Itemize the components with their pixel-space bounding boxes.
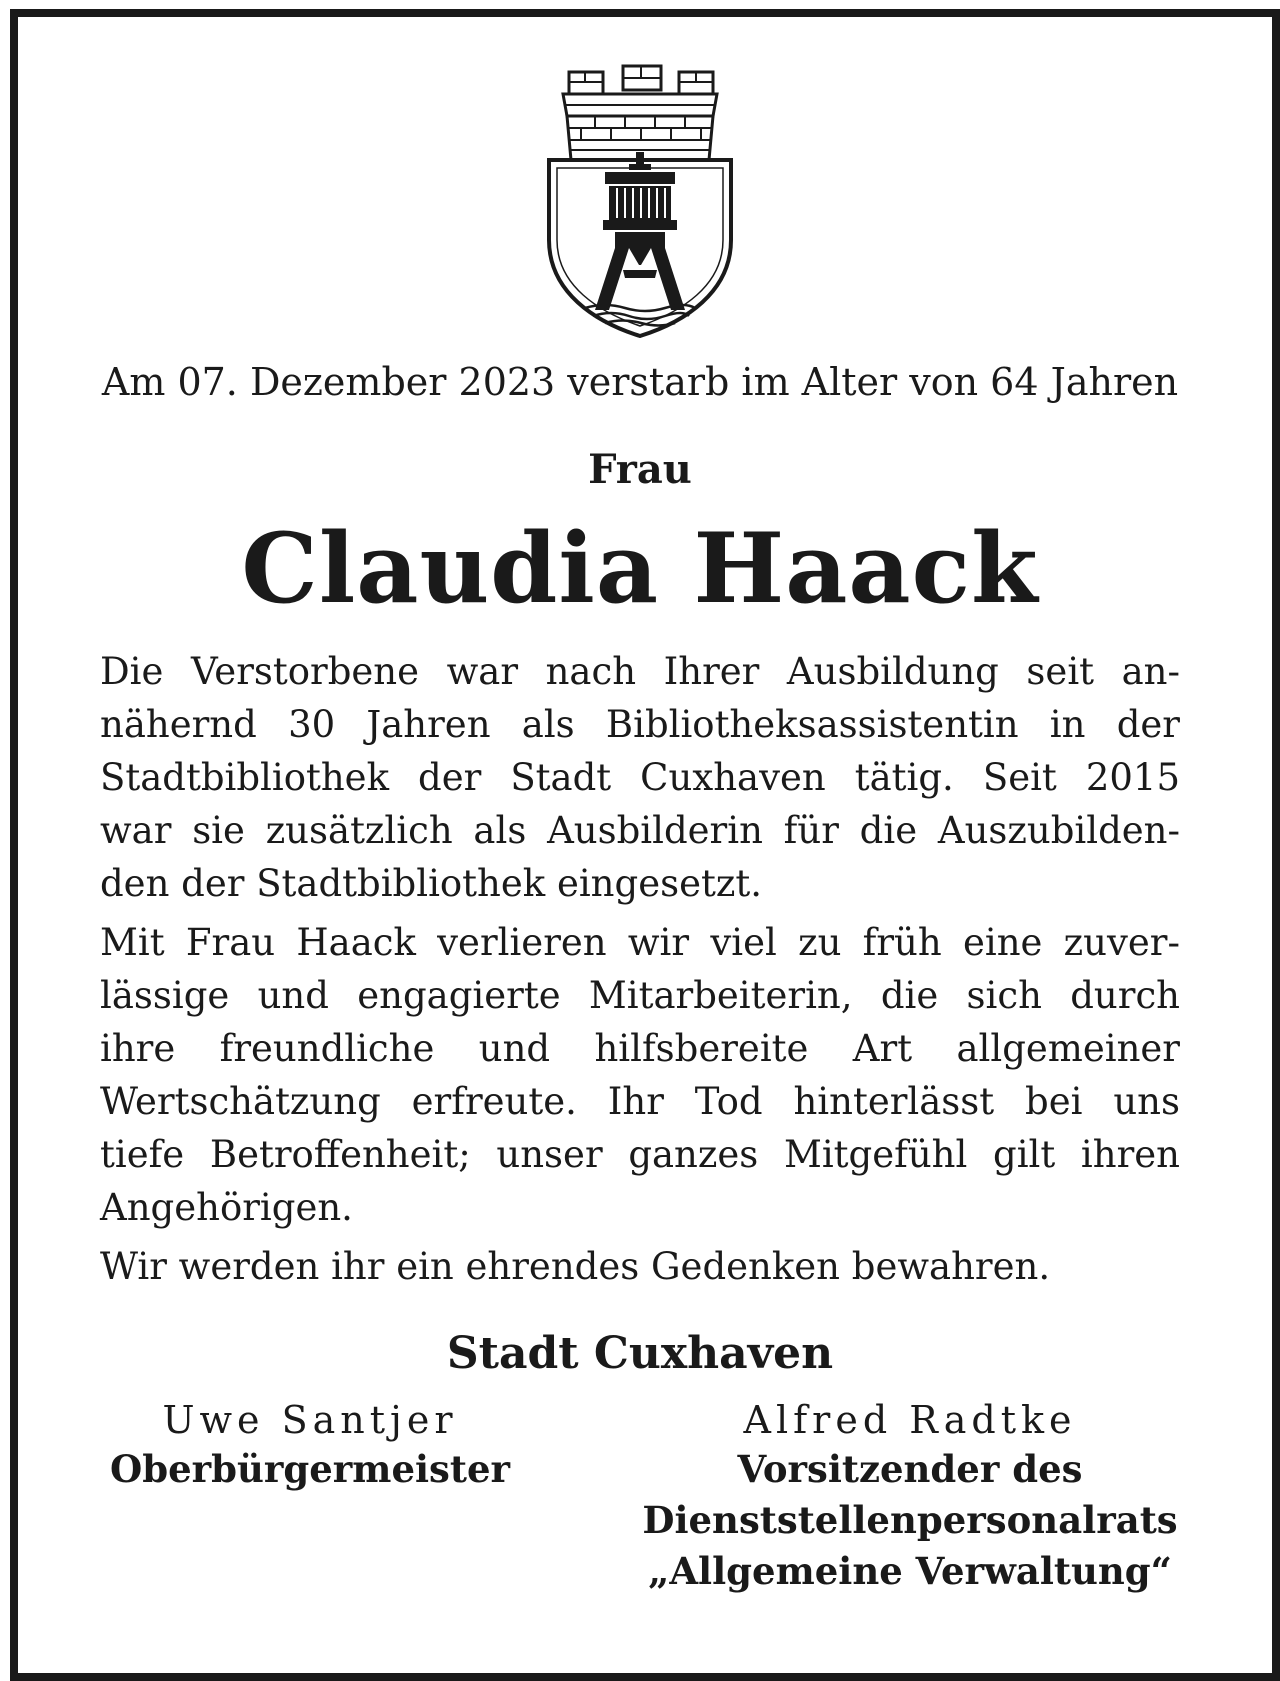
paragraph-career xyxy=(100,645,1180,910)
text-line: lässige und engagierte Mitarbeiterin, die sich durch xyxy=(100,974,1180,1017)
text-line: Stadtbibliothek der Stadt Cuxhaven tätig. Seit 2015 xyxy=(100,756,1180,799)
signatory-role: Vorsitzender des xyxy=(737,1447,1083,1491)
notice-body xyxy=(100,645,1180,1299)
signatory-staff-council xyxy=(640,1396,1180,1597)
organization-name: Stadt Cuxhaven xyxy=(446,1328,834,1379)
cuxhaven-coat-of-arms-icon xyxy=(545,60,735,338)
signatory-name: Alfred Radtke xyxy=(743,1398,1077,1442)
text-line: Die Verstorbene war nach Ihrer Ausbildung seit an- xyxy=(100,650,1180,693)
signatory-role: Dienststellenpersonalrats xyxy=(642,1498,1178,1542)
paragraph-closing xyxy=(100,1240,1180,1293)
text-line: den der Stadtbibliothek eingesetzt. xyxy=(100,862,762,905)
text-line: Wertschätzung erfreute. Ihr Tod hinterlässt bei uns xyxy=(100,1080,1180,1123)
text-line: war sie zusätzlich als Ausbilderin für die Auszubilden- xyxy=(100,809,1180,852)
signatory-name: Uwe Santjer xyxy=(162,1398,458,1442)
text-line: Angehörigen. xyxy=(100,1186,353,1229)
text-line: Mit Frau Haack verlieren wir viel zu früh eine zuver- xyxy=(100,921,1180,964)
death-announcement-line: Am 07. Dezember 2023 verstarb im Alter von 64 Jahren xyxy=(101,360,1179,404)
signatory-role: „Allgemeine Verwaltung“ xyxy=(648,1549,1172,1593)
text-line: tiefe Betroffenheit; unser ganzes Mitgefühl gilt ihren xyxy=(100,1133,1180,1176)
deceased-name: Claudia Haack xyxy=(241,512,1039,625)
salutation: Frau xyxy=(588,446,692,493)
text-line: ihre freundliche und hilfsbereite Art allgemeiner xyxy=(100,1027,1180,1070)
signatory-role: Oberbürgermeister xyxy=(109,1447,510,1491)
text-line: Wir werden ihr ein ehrendes Gedenken bewahren. xyxy=(100,1245,1051,1288)
signatory-mayor xyxy=(100,1396,520,1495)
text-line: nähernd 30 Jahren als Bibliotheksassistentin in der xyxy=(100,703,1180,746)
paragraph-tribute xyxy=(100,916,1180,1234)
